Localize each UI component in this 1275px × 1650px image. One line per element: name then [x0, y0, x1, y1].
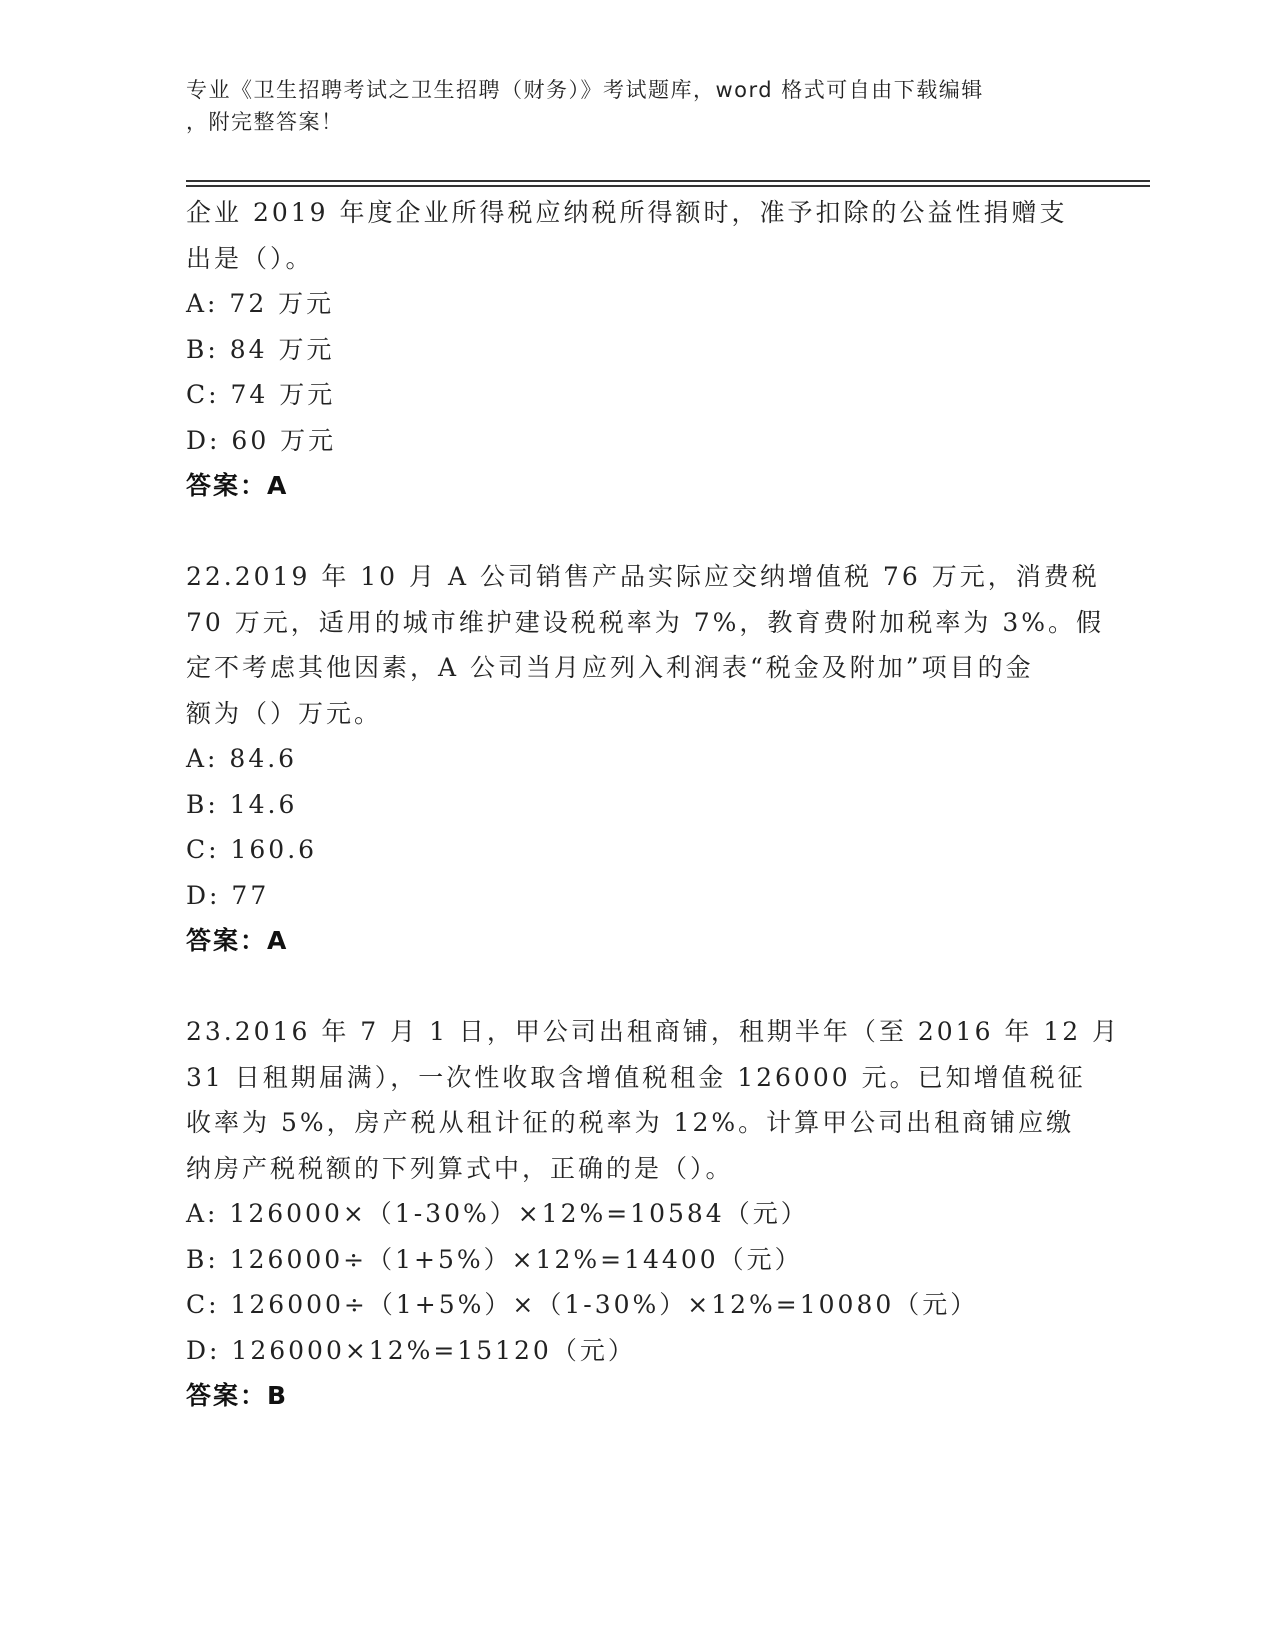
question-22 — [186, 554, 1104, 964]
option-a: A: 126000×（1-30%）×12%=10584（元） — [186, 1199, 809, 1228]
question-stem-line: 企业 2019 年度企业所得税应纳税所得额时，准予扣除的公益性捐赠支 — [186, 198, 1068, 227]
option-d: D: 60 万元 — [186, 425, 337, 455]
option-a: A: 72 万元 — [186, 289, 335, 318]
question-stem-line: 额为（）万元。 — [186, 698, 383, 728]
option-c: C: 126000÷（1+5%）×（1-30%）×12%=10080（元） — [186, 1290, 979, 1319]
question-stem-line: 出是（）。 — [186, 243, 314, 273]
option-a: A: 84.6 — [186, 744, 298, 773]
question-23 — [186, 1009, 1121, 1419]
question-stem-line: 22.2019 年 10 月 A 公司销售产品实际应交纳增值税 76 万元，消费税 — [186, 562, 1100, 591]
answer-label: 答案：B — [186, 1381, 289, 1410]
option-c: C: 74 万元 — [186, 380, 336, 409]
option-b: B: 84 万元 — [186, 334, 335, 364]
option-d: D: 126000×12%=15120（元） — [186, 1335, 636, 1365]
question-21 — [186, 190, 1086, 509]
question-spacer — [186, 509, 1086, 555]
answer-label: 答案：A — [186, 926, 289, 955]
question-stem-line: 收率为 5%，房产税从租计征的税率为 12%。计算甲公司出租商铺应缴 — [186, 1108, 1075, 1137]
question-spacer — [186, 964, 1086, 1010]
header-line-1: 专业《卫生招聘考试之卫生招聘（财务）》考试题库，word 格式可自由下载编辑 — [186, 78, 984, 102]
header-divider-top — [186, 180, 1150, 182]
question-stem-line: 纳房产税税额的下列算式中，正确的是（）。 — [186, 1153, 734, 1183]
answer-label: 答案：A — [186, 471, 289, 500]
option-c: C: 160.6 — [186, 835, 318, 864]
question-stem-line: 23.2016 年 7 月 1 日，甲公司出租商铺，租期半年（至 2016 年 12 月 — [186, 1017, 1121, 1046]
question-stem-line: 70 万元，适用的城市维护建设税税率为 7%，教育费附加税率为 3%。假 — [186, 607, 1104, 637]
question-stem-line: 定不考虑其他因素，A 公司当月应列入利润表“税金及附加”项目的金 — [186, 653, 1034, 682]
document-header — [186, 74, 1066, 138]
header-line-2: ，附完整答案！ — [186, 110, 344, 134]
option-d: D: 77 — [186, 880, 270, 910]
question-stem-line: 31 日租期届满），一次性收取含增值税租金 126000 元。已知增值税征 — [186, 1062, 1086, 1092]
header-divider-bottom — [186, 185, 1150, 187]
option-b: B: 14.6 — [186, 789, 298, 819]
question-list — [186, 190, 1121, 1419]
option-b: B: 126000÷（1+5%）×12%=14400（元） — [186, 1244, 803, 1274]
